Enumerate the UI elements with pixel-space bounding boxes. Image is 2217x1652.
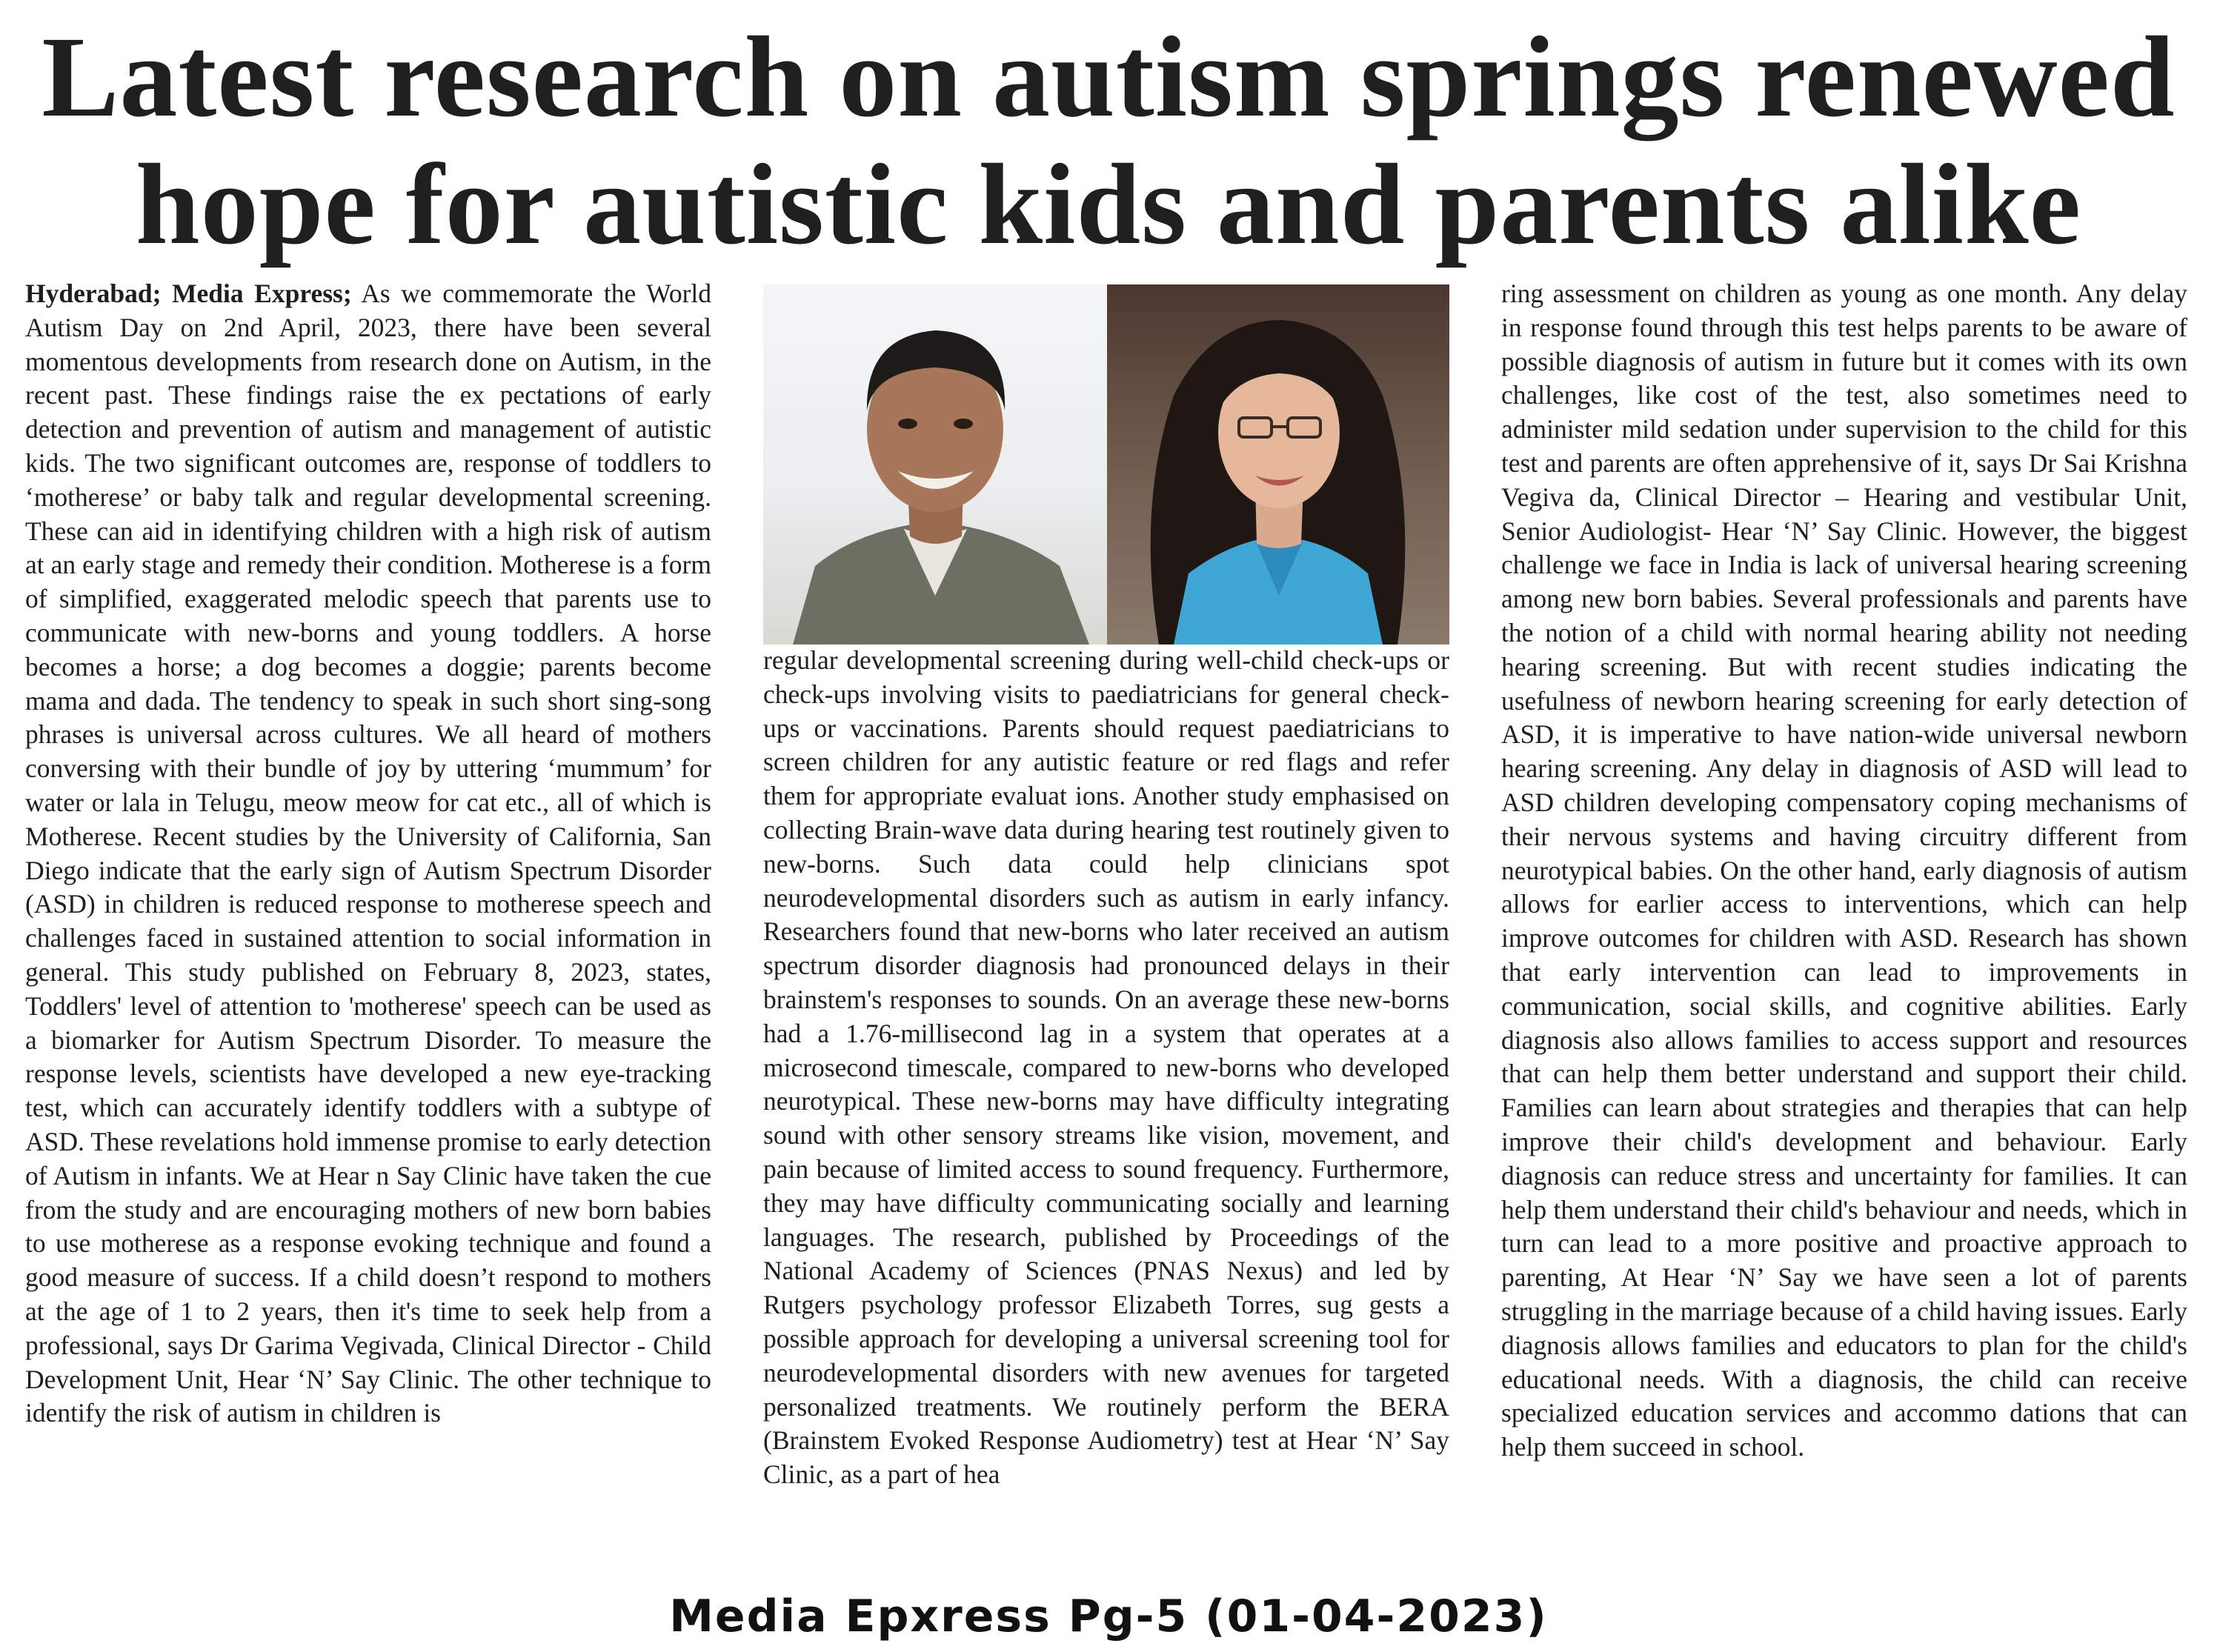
headline-line-2: hope for autistic kids and parents alike [135, 140, 2082, 268]
article-column-1-text: As we commemorate the World Autism Day on 2nd April, 2023, there have been several momentous developments from research done on Autism, in the recent past. These findings raise the ex pectations of early detection and prevention of autism and management of autistic kids. The two significant outcomes are, response of toddlers to ‘motherese’ or baby talk and regular developmental screening. These can aid in identifying children with a high risk of autism at an early stage and remedy their condition. Motherese is a form of simplified, exaggerated melodic speech that parents use to communicate with new-borns and young toddlers. A horse becomes a horse; a dog becomes a doggie; parents become mama and dada. The tendency to speak in such short sing-song phrases is universal across cultures. We all heard of mothers conversing with their bundle of joy by uttering ‘mummum’ for water or lala in Telugu, meow meow for cat etc., all of which is Motherese. Recent studies by the University of California, San Diego indicate that the early sign of Autism Spectrum Disorder (ASD) in children is reduced response to motherese speech and challenges faced in sustained attention to social information in general. This study published on February 8, 2023, states, Toddlers' level of attention to 'motherese' speech can be used as a biomarker for Autism Spectrum Disorder. To measure the response levels, scientists have developed a new eye-tracking test, which can accurately identify toddlers with a subtype of ASD. These revelations hold immense promise to early detection of Autism in infants. We at Hear n Say Clinic have taken the cue from the study and are encouraging mothers of new born babies to use motherese as a response evoking technique and found a good measure of success. If a child doesn’t respond to mothers at the age of 1 to 2 years, then it's time to seek help from a professional, says Dr Garima Vegivada, Clinical Director - Child Development Unit, Hear ‘N’ Say Clinic. The other technique to identify the risk of autism in children is [25, 279, 711, 1428]
page-footer: Media Epxress Pg-5 (01-04-2023) [669, 1591, 1548, 1642]
article-column-3: ring assessment on children as young as one month. Any delay in response found through this test helps parents to be aware of possible diagnosis of autism in future but it comes with its own challenges, like cost of the test, also sometimes need to administer mild sedation under supervision to the child for this test and parents are often apprehensive of it, says Dr Sai Krishna Vegiva da, Clinical Director – Hearing and vestibular Unit, Senior Audiologist- Hear ‘N’ Say Clinic. However, the biggest challenge we face in India is lack of universal hearing screening among new born babies. Several professionals and parents have the notion of a child with normal hearing ability not needing hearing screening. But with recent studies indicating the usefulness of newborn hearing screening for early detection of ASD, it is imperative to have nation-wide universal newborn hearing screening. Any delay in diagnosis of ASD will lead to ASD children developing compensatory coping mechanisms of their nervous systems and having circuitry different from neurotypical babies. On the other hand, early diagnosis of autism allows for earlier access to interventions, which can help improve outcomes for children with ASD. Research has shown that early intervention can lead to improvements in communication, social skills, and cognitive abilities. Early diagnosis also allows families to access support and resources that can help them better understand and support their child. Families can learn about strategies and therapies that can help improve their child's development and behaviour. Early diagnosis can reduce stress and uncertainty for families. It can help them understand their child's behaviour and needs, which in turn can lead to a more positive and proactive approach to parenting, At Hear ‘N’ Say we have seen a lot of parents struggling in the marriage because of a child having issues. Early diagnosis allows families and educators to plan for the child's educational needs. With a diagnosis, the child can receive specialized education services and accommo dations that can help them succeed in school. [1501, 279, 2187, 1462]
portrait-woman-illustration [1107, 284, 1449, 645]
portrait-woman-photo [1107, 284, 1449, 645]
article-column-1 [25, 277, 711, 1430]
portrait-man-illustration [763, 284, 1107, 645]
headline [0, 13, 2217, 268]
dateline: Hyderabad; Media Express; [25, 279, 352, 308]
portrait-man-photo [763, 284, 1107, 645]
photo-pair [763, 284, 1449, 645]
headline-line-1: Latest research on autism springs renewed [41, 13, 2176, 141]
article-column-2: regular developmental screening during well-child check-ups or check-ups involving visits to paediatricians for general check-ups or vaccinations. Parents should request paediatricians to screen children for any autistic feature or red flags and refer them for appropriate evaluat ions. Another study emphasised on collecting Brain-wave data during hearing test routinely given to new-borns. Such data could help clinicians spot neurodevelopmental disorders such as autism in early infancy. Researchers found that new-borns who later received an autism spectrum disorder diagnosis had pronounced delays in their brainstem's responses to sounds. On an average these new-borns had a 1.76-millisecond lag in a system that operates at a microsecond timescale, compared to new-borns who developed neurotypical. These new-borns may have difficulty integrating sound with other sensory streams like vision, movement, and pain because of limited access to sound frequency. Furthermore, they may have difficulty communicating socially and learning languages. The research, published by Proceedings of the National Academy of Sciences (PNAS Nexus) and led by Rutgers psychology professor Elizabeth Torres, sug gests a possible approach for developing a universal screening tool for neurodevelopmental disorders with new avenues for targeted personalized treatments. We routinely perform the BERA (Brainstem Evoked Response Audiometry) test at Hear ‘N’ Say Clinic, as a part of hea [763, 645, 1449, 1490]
